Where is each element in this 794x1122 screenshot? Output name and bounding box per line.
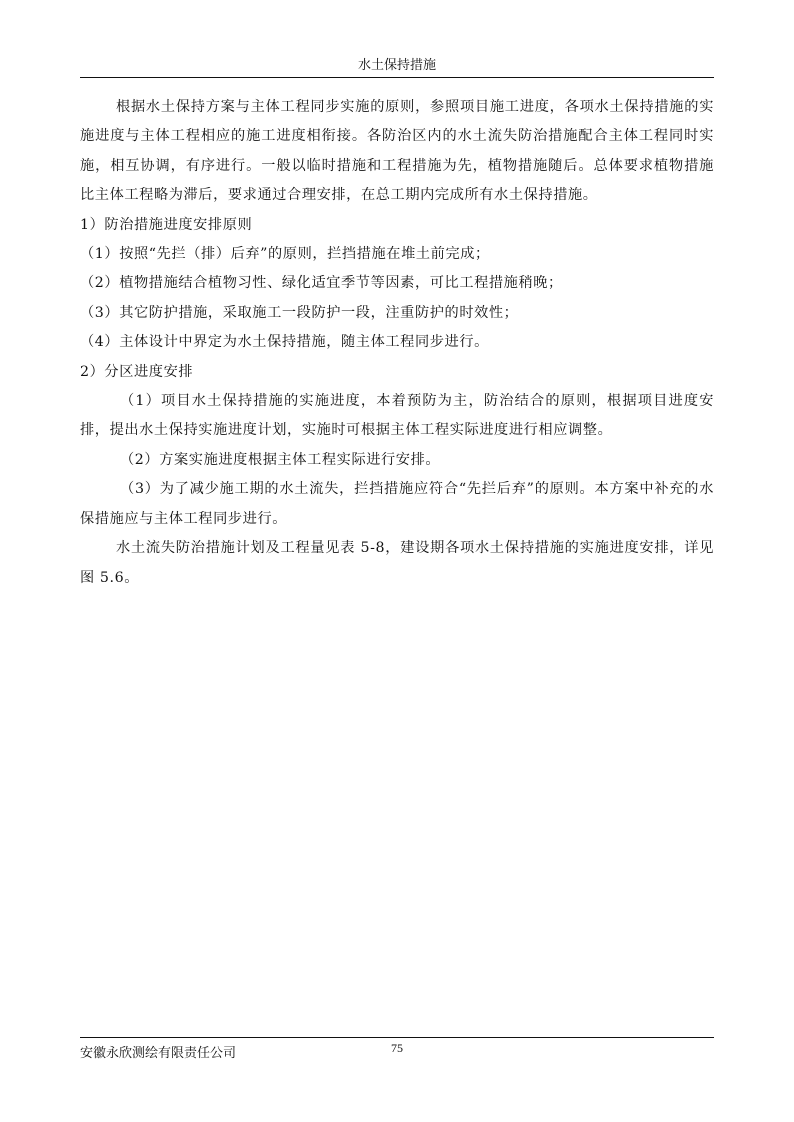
- page-header-title: 水土保持措施: [357, 58, 436, 73]
- zoning-item-1: （1）项目水土保持措施的实施进度，本着预防为主，防治结合的原则，根据项目进度安排，提出水土保持实施进度计划，实施时可根据主体工程实际进度进行相应调整。: [80, 393, 714, 439]
- principle-item-3: （3）其它防护措施，采取施工一段防护一段，注重防护的时效性；: [80, 304, 519, 321]
- section-heading-zoning: 2）分区进度安排: [80, 363, 194, 380]
- section-heading-principles: 1）防治措施进度安排原则: [80, 216, 253, 233]
- intro-paragraph: 根据水土保持方案与主体工程同步实施的原则，参照项目施工进度，各项水土保持措施的实施进度与主体工程相应的施工进度相衔接。各防治区内的水土流失防治措施配合主体工程同时实施，相互协调，有序进行。一般以临时措施和工程措施为先，植物措施随后。总体要求植物措施比主体工程略为滞后，要求通过合理安排，在总工期内完成所有水土保持措施。: [80, 99, 714, 204]
- zoning-item-3: （3）为了减少施工期的水土流失，拦挡措施应符合“先拦后弃”的原则。本方案中补充的水保措施应与主体工程同步进行。: [80, 481, 714, 527]
- footer-company-name: 安徽永欣测绘有限责任公司: [80, 1046, 237, 1061]
- principle-item-2: （2）植物措施结合植物习性、绿化适宜季节等因素，可比工程措施稍晚；: [80, 275, 563, 292]
- principle-item-1: （1）按照“先拦（排）后弃”的原则，拦挡措施在堆土前完成；: [80, 246, 490, 263]
- zoning-item-2: （2）方案实施进度根据主体工程实际进行安排。: [120, 451, 441, 468]
- closing-paragraph: 水土流失防治措施计划及工程量见表 5-8，建设期各项水土保持措施的实施进度安排，详见图 5.6。: [80, 540, 714, 586]
- footer-divider: [80, 1037, 714, 1038]
- principle-item-4: （4）主体设计中界定为水土保持措施，随主体工程同步进行。: [80, 334, 489, 351]
- header-divider: [80, 77, 714, 78]
- document-body: [80, 93, 714, 593]
- page-number: 75: [391, 1041, 403, 1055]
